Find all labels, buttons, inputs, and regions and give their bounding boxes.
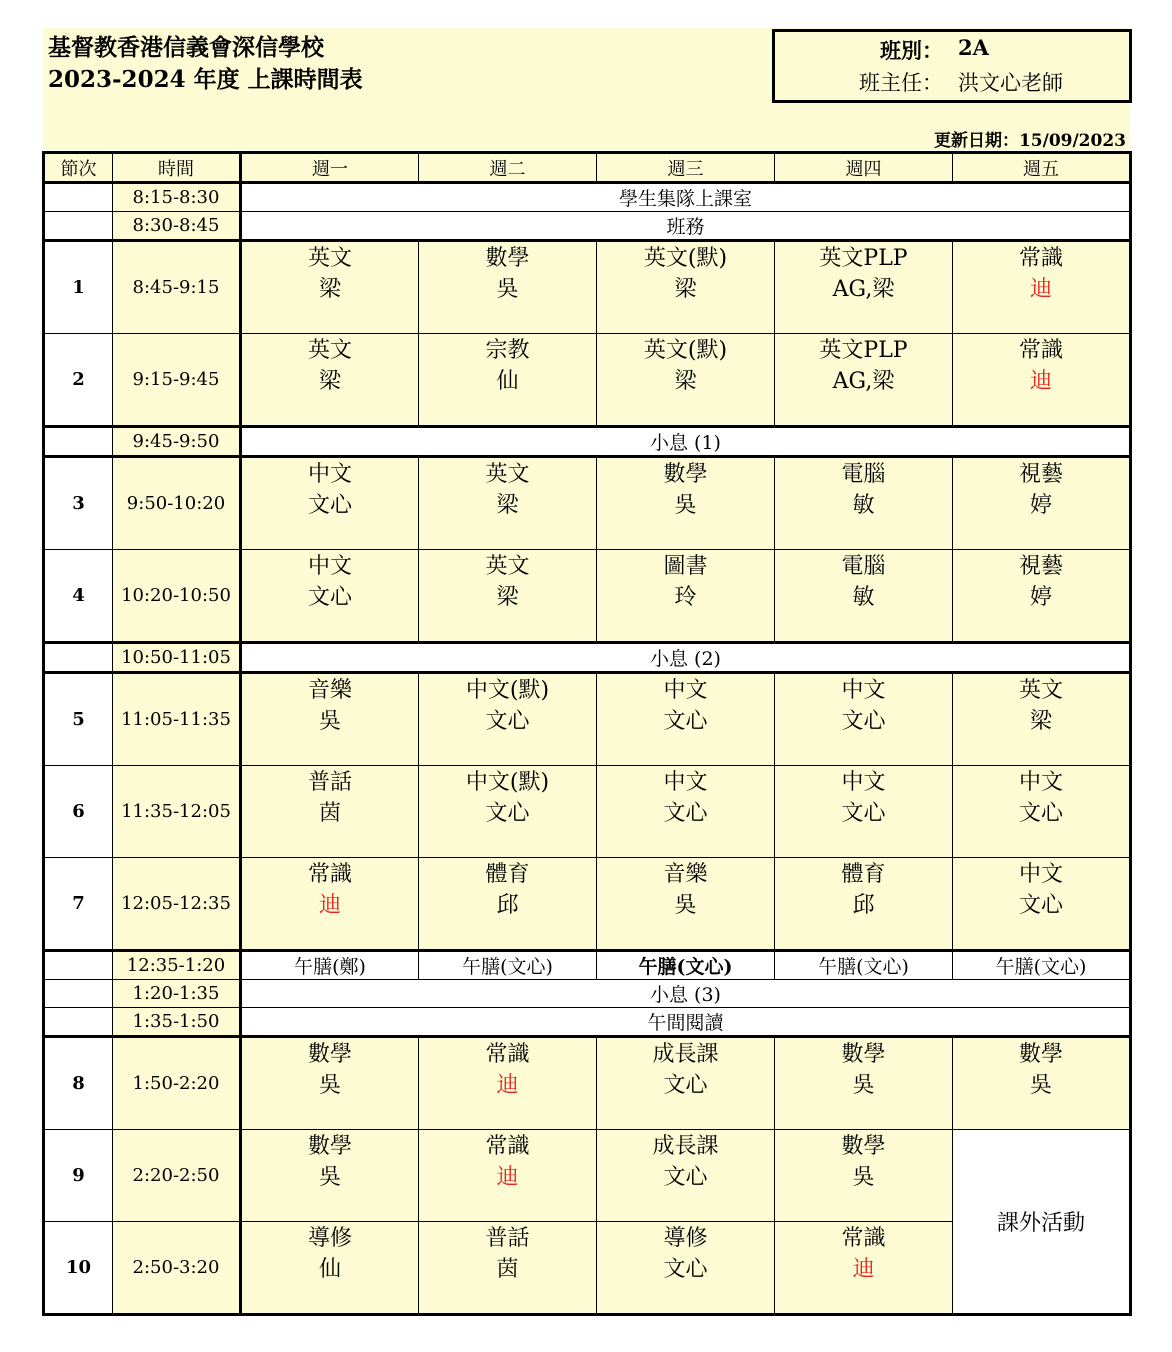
period-number: 2 [44, 334, 113, 427]
teacher: 文心 [485, 708, 530, 734]
teacher: 迪 [496, 1072, 519, 1098]
lesson-cell [419, 766, 597, 858]
teacher: 邱 [852, 892, 875, 918]
subject: 宗教 [485, 337, 530, 363]
period-number: 7 [44, 858, 113, 951]
lesson-cell [241, 766, 419, 858]
teacher: 文心 [663, 800, 708, 826]
lesson-cell [419, 858, 597, 951]
teacher-label: 班主任： [859, 71, 943, 95]
lesson-cell [953, 673, 1131, 766]
time-cell: 11:35-12:05 [113, 766, 241, 858]
subject: 英文 [1018, 677, 1063, 703]
teacher: 吳 [852, 1164, 875, 1190]
time-cell: 8:15-8:30 [113, 183, 241, 212]
lunch-cell: 午膳(文心) [953, 951, 1131, 980]
teacher: 文心 [663, 1164, 708, 1190]
lesson-cell [419, 1222, 597, 1315]
lesson-cell [597, 457, 775, 550]
time-cell: 12:05-12:35 [113, 858, 241, 951]
extracurricular-cell: 課外活動 [953, 1130, 1131, 1315]
lesson-cell [775, 766, 953, 858]
subject: 中文 [663, 769, 708, 795]
break-row [44, 980, 1131, 1008]
lesson-cell [953, 766, 1131, 858]
class-affairs-row [44, 212, 1131, 241]
lunch-row [44, 951, 1131, 980]
subject: 普話 [485, 1225, 530, 1251]
teacher: 文心 [663, 1072, 708, 1098]
reading-row [44, 1008, 1131, 1037]
lunch-cell: 午膳(鄭) [241, 951, 419, 980]
subject: 常識 [485, 1041, 530, 1067]
class-label: 班別： [880, 38, 943, 63]
teacher: 敏 [852, 584, 875, 610]
timetable-title: 2023-2024 年度 上課時間表 [48, 66, 363, 93]
period-number: 8 [44, 1037, 113, 1130]
teacher: 梁 [318, 276, 341, 302]
reading-label: 午間閱讀 [241, 1008, 1131, 1037]
lesson-cell [953, 457, 1131, 550]
teacher: 吳 [1029, 1072, 1052, 1098]
time-cell: 10:20-10:50 [113, 550, 241, 643]
lesson-cell [775, 1037, 953, 1130]
teacher: 敏 [852, 492, 875, 518]
subject: 電腦 [841, 553, 886, 579]
lesson-cell [775, 858, 953, 951]
subject: 英文PLP [819, 337, 908, 363]
teacher: 文心 [841, 800, 886, 826]
teacher: 梁 [674, 368, 697, 394]
lesson-cell [241, 858, 419, 951]
lesson-cell [597, 1037, 775, 1130]
class-info-box [772, 29, 1132, 103]
teacher: 吳 [318, 1164, 341, 1190]
subject: 體育 [485, 861, 530, 887]
break-label: 小息 (1) [241, 427, 1131, 457]
lesson-cell [241, 673, 419, 766]
teacher: 文心 [1018, 892, 1063, 918]
teacher: 玲 [674, 584, 697, 610]
subject: 導修 [663, 1225, 708, 1251]
subject: 數學 [663, 461, 708, 487]
teacher: 吳 [318, 708, 341, 734]
teacher: 文心 [663, 708, 708, 734]
subject: 中文 [841, 769, 886, 795]
subject: 英文PLP [819, 245, 908, 271]
lesson-cell [241, 334, 419, 427]
time-cell: 11:05-11:35 [113, 673, 241, 766]
subject: 常識 [485, 1133, 530, 1159]
time-cell: 1:35-1:50 [113, 1008, 241, 1037]
lesson-cell [775, 673, 953, 766]
lesson-cell [597, 766, 775, 858]
lesson-cell [775, 550, 953, 643]
lesson-cell [597, 858, 775, 951]
teacher: 吳 [852, 1072, 875, 1098]
subject: 視藝 [1018, 553, 1063, 579]
subject: 數學 [841, 1041, 886, 1067]
teacher: 梁 [496, 492, 519, 518]
teacher: 文心 [1018, 800, 1063, 826]
teacher: 吳 [318, 1072, 341, 1098]
teacher: 文心 [485, 800, 530, 826]
teacher: 邱 [496, 892, 519, 918]
period-row [44, 673, 1131, 766]
subject: 音樂 [663, 861, 708, 887]
teacher: 吳 [674, 892, 697, 918]
lunch-cell: 午膳(文心) [775, 951, 953, 980]
lesson-cell [597, 673, 775, 766]
lesson-cell [597, 334, 775, 427]
subject: 視藝 [1018, 461, 1063, 487]
lesson-cell [241, 241, 419, 334]
lesson-cell [775, 241, 953, 334]
col-header-time: 時間 [113, 153, 241, 183]
lesson-cell [419, 1037, 597, 1130]
col-header-mon: 週一 [241, 153, 419, 183]
col-header-tue: 週二 [419, 153, 597, 183]
lesson-cell [597, 241, 775, 334]
lesson-cell [597, 1130, 775, 1222]
period-row [44, 766, 1131, 858]
col-header-fri: 週五 [953, 153, 1131, 183]
subject: 中文 [1018, 861, 1063, 887]
subject: 中文 [663, 677, 708, 703]
class-affairs-label: 班務 [241, 212, 1131, 241]
teacher: 迪 [318, 892, 341, 918]
lesson-cell [419, 550, 597, 643]
period-number: 6 [44, 766, 113, 858]
time-cell: 1:50-2:20 [113, 1037, 241, 1130]
teacher: 吳 [496, 276, 519, 302]
teacher: 婷 [1029, 584, 1052, 610]
subject: 中文 [841, 677, 886, 703]
teacher: 仙 [318, 1256, 341, 1282]
assembly-label: 學生集隊上課室 [241, 183, 1131, 212]
time-cell: 9:15-9:45 [113, 334, 241, 427]
lesson-cell [953, 241, 1131, 334]
subject: 英文 [307, 337, 352, 363]
lesson-cell [241, 1222, 419, 1315]
assembly-row [44, 183, 1131, 212]
subject: 常識 [1018, 245, 1063, 271]
lesson-cell [775, 457, 953, 550]
subject: 中文(默) [465, 677, 550, 703]
school-name: 基督教香港信義會深信學校 [48, 34, 324, 61]
teacher: 迪 [1029, 368, 1052, 394]
teacher: 文心 [841, 708, 886, 734]
teacher: 文心 [307, 492, 352, 518]
lesson-cell [419, 457, 597, 550]
period-number: 5 [44, 673, 113, 766]
break-label: 小息 (3) [241, 980, 1131, 1008]
teacher-value: 洪文心老師 [958, 71, 1063, 95]
time-cell: 8:45-9:15 [113, 241, 241, 334]
period-number: 3 [44, 457, 113, 550]
lunch-cell: 午膳(文心) [597, 951, 775, 980]
subject: 中文 [307, 461, 352, 487]
header-row [44, 153, 1131, 183]
period-row [44, 1037, 1131, 1130]
teacher: 婷 [1029, 492, 1052, 518]
period-row [44, 550, 1131, 643]
lesson-cell [419, 241, 597, 334]
subject: 英文 [485, 461, 530, 487]
period-number: 1 [44, 241, 113, 334]
subject: 成長課 [652, 1041, 719, 1067]
lesson-cell [241, 1037, 419, 1130]
lesson-cell [775, 1222, 953, 1315]
teacher: 梁 [496, 584, 519, 610]
subject: 音樂 [307, 677, 352, 703]
period-row [44, 241, 1131, 334]
lesson-cell [775, 1130, 953, 1222]
subject: 常識 [307, 861, 352, 887]
subject: 常識 [1018, 337, 1063, 363]
period-number: 10 [44, 1222, 113, 1315]
teacher: 文心 [307, 584, 352, 610]
teacher: 吳 [674, 492, 697, 518]
subject: 普話 [307, 769, 352, 795]
subject: 英文 [307, 245, 352, 271]
period-row [44, 1130, 1131, 1222]
subject: 中文 [1018, 769, 1063, 795]
col-header-period: 節次 [44, 153, 113, 183]
lesson-cell [241, 550, 419, 643]
lesson-cell [953, 334, 1131, 427]
subject: 體育 [841, 861, 886, 887]
class-value: 2A [958, 35, 989, 60]
subject: 數學 [307, 1133, 352, 1159]
subject: 圖書 [663, 553, 708, 579]
lesson-cell [419, 673, 597, 766]
subject: 常識 [841, 1225, 886, 1251]
teacher: AG,梁 [832, 368, 895, 394]
time-cell: 2:50-3:20 [113, 1222, 241, 1315]
subject: 電腦 [841, 461, 886, 487]
break-row [44, 643, 1131, 673]
period-number: 4 [44, 550, 113, 643]
subject: 數學 [1018, 1041, 1063, 1067]
teacher: 仙 [496, 368, 519, 394]
lesson-cell [419, 334, 597, 427]
teacher: 梁 [1029, 708, 1052, 734]
timetable [42, 151, 1132, 1316]
subject: 中文 [307, 553, 352, 579]
subject: 成長課 [652, 1133, 719, 1159]
subject: 英文 [485, 553, 530, 579]
subject: 英文(默) [643, 245, 728, 271]
updated-date: 更新日期：15/09/2023 [933, 131, 1126, 151]
subject: 中文(默) [465, 769, 550, 795]
time-cell: 2:20-2:50 [113, 1130, 241, 1222]
lesson-cell [953, 550, 1131, 643]
lesson-cell [597, 550, 775, 643]
teacher: 梁 [674, 276, 697, 302]
teacher: 文心 [663, 1256, 708, 1282]
time-cell: 8:30-8:45 [113, 212, 241, 241]
col-header-wed: 週三 [597, 153, 775, 183]
teacher: 迪 [852, 1256, 875, 1282]
lesson-cell [241, 457, 419, 550]
subject: 數學 [841, 1133, 886, 1159]
subject: 數學 [485, 245, 530, 271]
teacher: AG,梁 [832, 276, 895, 302]
period-row [44, 334, 1131, 427]
lesson-cell [597, 1222, 775, 1315]
period-number: 9 [44, 1130, 113, 1222]
subject: 數學 [307, 1041, 352, 1067]
period-row [44, 858, 1131, 951]
teacher: 梁 [318, 368, 341, 394]
lesson-cell [953, 1037, 1131, 1130]
time-cell: 9:50-10:20 [113, 457, 241, 550]
lesson-cell [241, 1130, 419, 1222]
break-label: 小息 (2) [241, 643, 1131, 673]
lesson-cell [775, 334, 953, 427]
teacher: 迪 [496, 1164, 519, 1190]
teacher: 迪 [1029, 276, 1052, 302]
time-cell: 10:50-11:05 [113, 643, 241, 673]
time-cell: 12:35-1:20 [113, 951, 241, 980]
subject: 英文(默) [643, 337, 728, 363]
time-cell: 9:45-9:50 [113, 427, 241, 457]
teacher: 茵 [496, 1256, 519, 1282]
break-row [44, 427, 1131, 457]
lunch-cell: 午膳(文心) [419, 951, 597, 980]
teacher: 茵 [318, 800, 341, 826]
subject: 導修 [307, 1225, 352, 1251]
period-row [44, 457, 1131, 550]
lesson-cell [953, 858, 1131, 951]
time-cell: 1:20-1:35 [113, 980, 241, 1008]
lesson-cell [419, 1130, 597, 1222]
col-header-thu: 週四 [775, 153, 953, 183]
